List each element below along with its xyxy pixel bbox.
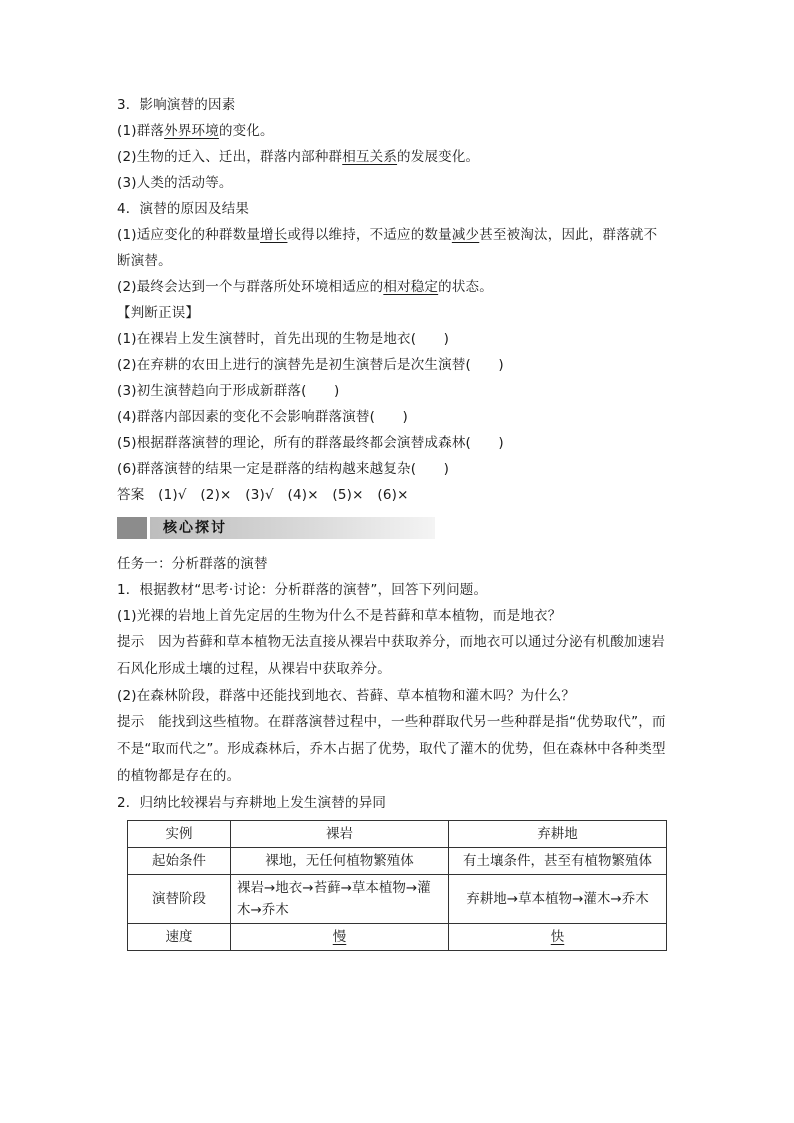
table-cell: 演替阶段 [128,875,231,924]
text: 的状态。 [438,279,493,295]
table-header-cell: 弃耕地 [449,821,667,848]
judge-item: (1)在裸岩上发生演替时，首先出现的生物是地衣( ) [117,331,450,347]
table-header-cell: 裸岩 [231,821,449,848]
hint-2: 提示 能找到这些植物。在群落演替过程中，一些种群取代另一些种群是指“优势取代”，而不是“取而代之”。形成森林后，乔木占据了优势，取代了灌木的优势，但在森林中各种类型的植物都是存在的。 [117,714,666,784]
table-row [128,848,667,875]
document-page [117,92,677,951]
text: (1)群落 [117,123,165,139]
table-header-row [128,821,667,848]
text: (1)适应变化的种群数量 [117,227,261,243]
judge-item: (2)在弃耕的农田上进行的演替先是初生演替后是次生演替( ) [117,357,504,373]
question-2: 2．归纳比较裸岩与弃耕地上发生演替的异同 [117,795,387,811]
table-cell: 快 [449,924,667,951]
underlined-term: 增长 [260,227,288,243]
section-3-item-3: (3)人类的活动等。 [117,175,233,191]
judge-item: (3)初生演替趋向于形成新群落( ) [117,383,340,399]
table-row [128,875,667,924]
table-cell: 慢 [231,924,449,951]
question-1b: (2)在森林阶段，群落中还能找到地衣、苔藓、草本植物和灌木吗？为什么？ [117,688,576,704]
section-3-item-2 [117,144,677,170]
judge-item: (5)根据群落演替的理论，所有的群落最终都会演替成森林( ) [117,435,504,451]
section-4-item-2 [117,274,677,300]
question-1a: (1)光裸的岩地上首先定居的生物为什么不是苔藓和草本植物，而是地衣？ [117,608,562,624]
table-cell: 弃耕地→草本植物→灌木→乔木 [449,875,667,924]
question-1: 1．根据教材“思考·讨论：分析群落的演替”，回答下列问题。 [117,582,488,598]
task-title: 任务一：分析群落的演替 [117,556,268,572]
table-cell: 裸地，无任何植物繁殖体 [231,848,449,875]
section-3-item-1 [117,118,677,144]
text: (2)生物的迁入、迁出，群落内部种群 [117,149,343,165]
underlined-term: 相对稳定 [383,279,439,295]
table-cell: 有土壤条件，甚至有植物繁殖体 [449,848,667,875]
judge-item: (6)群落演替的结果一定是群落的结构越来越复杂( ) [117,461,450,477]
section-3-title: 3．影响演替的因素 [117,97,236,113]
table-cell: 速度 [128,924,231,951]
table-row [128,924,667,951]
judge-title: 【判断正误】 [117,305,200,321]
comparison-table [127,820,667,951]
banner-block [117,517,147,539]
judge-answer: 答案 (1)√ (2)× (3)√ (4)× (5)× (6)× [117,487,409,503]
underlined-term: 减少 [451,227,480,243]
text: 甚至被淘汰，因此，群落就不断演替。 [117,227,658,269]
judge-item: (4)群落内部因素的变化不会影响群落演替( ) [117,409,408,425]
text: (2)最终会达到一个与群落所处环境相适应的 [117,279,384,295]
banner-label: 核心探讨 [163,520,227,536]
section-banner [117,517,435,539]
text: 的变化。 [218,123,274,139]
table-cell: 起始条件 [128,848,231,875]
hint-1: 提示 因为苔藓和草本植物无法直接从裸岩中获取养分，而地衣可以通过分泌有机酸加速岩石风化形成土壤的过程，从裸岩中获取养分。 [117,634,665,677]
underlined-term: 外界环境 [164,123,219,139]
section-4-item-1 [117,222,669,274]
table-cell: 裸岩→地衣→苔藓→草本植物→灌木→乔木 [231,875,449,924]
section-4-title: 4．演替的原因及结果 [117,201,250,217]
text: 或得以维持，不适应的数量 [287,227,452,243]
text: 的发展变化。 [397,149,480,165]
underlined-term: 相互关系 [342,149,398,165]
table-header-cell: 实例 [128,821,231,848]
